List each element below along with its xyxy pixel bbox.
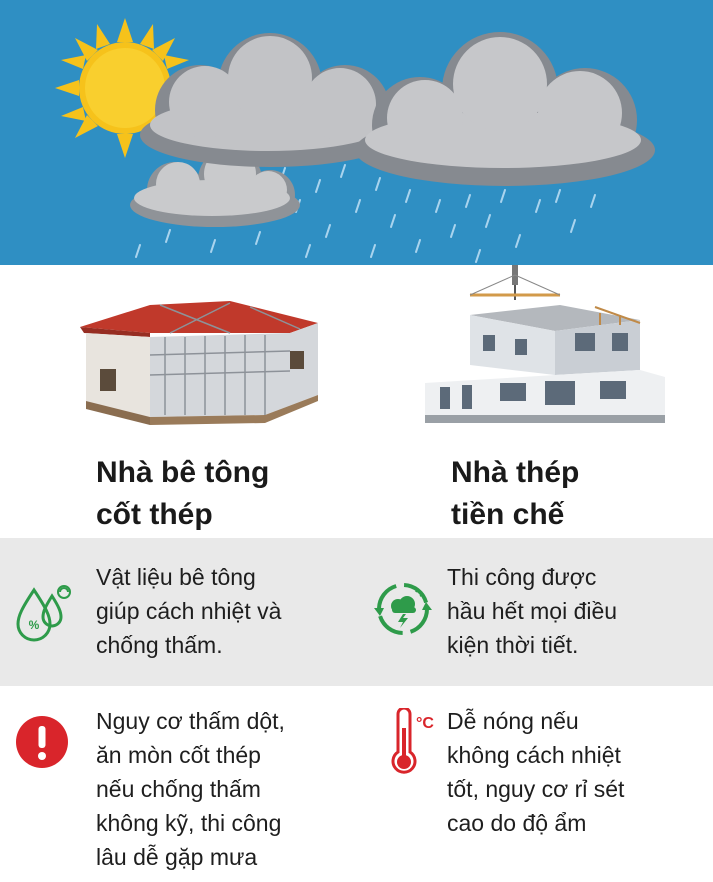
svg-text:%: %	[28, 618, 40, 632]
text-line: lâu dễ gặp mưa	[96, 844, 258, 870]
text-line: nếu chống thấm	[96, 776, 261, 802]
text-line: Vật liệu bê tông	[96, 564, 256, 590]
text-line: chống thấm.	[96, 632, 223, 658]
concrete-house-image	[80, 301, 318, 425]
water-drops-percent-icon	[14, 582, 74, 642]
steel-pros-text	[447, 560, 697, 662]
text-line: cao do độ ẩm	[447, 810, 587, 836]
exclamation-warning-icon	[14, 714, 70, 770]
celsius-label: °C	[416, 715, 434, 732]
text-line: không cách nhiệt	[447, 742, 621, 768]
text-line: không kỹ, thi công	[96, 810, 282, 836]
text-line: tốt, nguy cơ rỉ sét	[447, 776, 625, 802]
concrete-cons-text	[96, 704, 356, 874]
sun-rain-cloud-illustration	[0, 0, 713, 265]
house-illustrations	[0, 265, 713, 445]
weather-banner	[0, 0, 713, 265]
steel-house-title	[451, 452, 579, 536]
text-line: Nguy cơ thấm dột,	[96, 708, 285, 734]
text-line: giúp cách nhiệt và	[96, 598, 282, 624]
title-line: Nhà thép	[451, 456, 580, 489]
text-line: hầu hết mọi điều	[447, 598, 618, 624]
weather-cycle-icon	[372, 578, 434, 640]
title-line: tiền chế	[451, 498, 565, 531]
concrete-pros-text	[96, 560, 346, 662]
cloud-icon	[130, 32, 655, 227]
text-line: ăn mòn cốt thép	[96, 742, 261, 768]
text-line: Thi công được	[447, 564, 597, 590]
text-line: kiện thời tiết.	[447, 632, 579, 658]
title-line: Nhà bê tông	[96, 456, 270, 489]
title-line: cốt thép	[96, 498, 213, 531]
text-line: Dễ nóng nếu	[447, 708, 579, 734]
steel-cons-text	[447, 704, 687, 840]
thermometer-celsius-icon	[388, 708, 440, 778]
concrete-house-title	[96, 452, 269, 536]
prefab-steel-house-image	[425, 265, 665, 423]
